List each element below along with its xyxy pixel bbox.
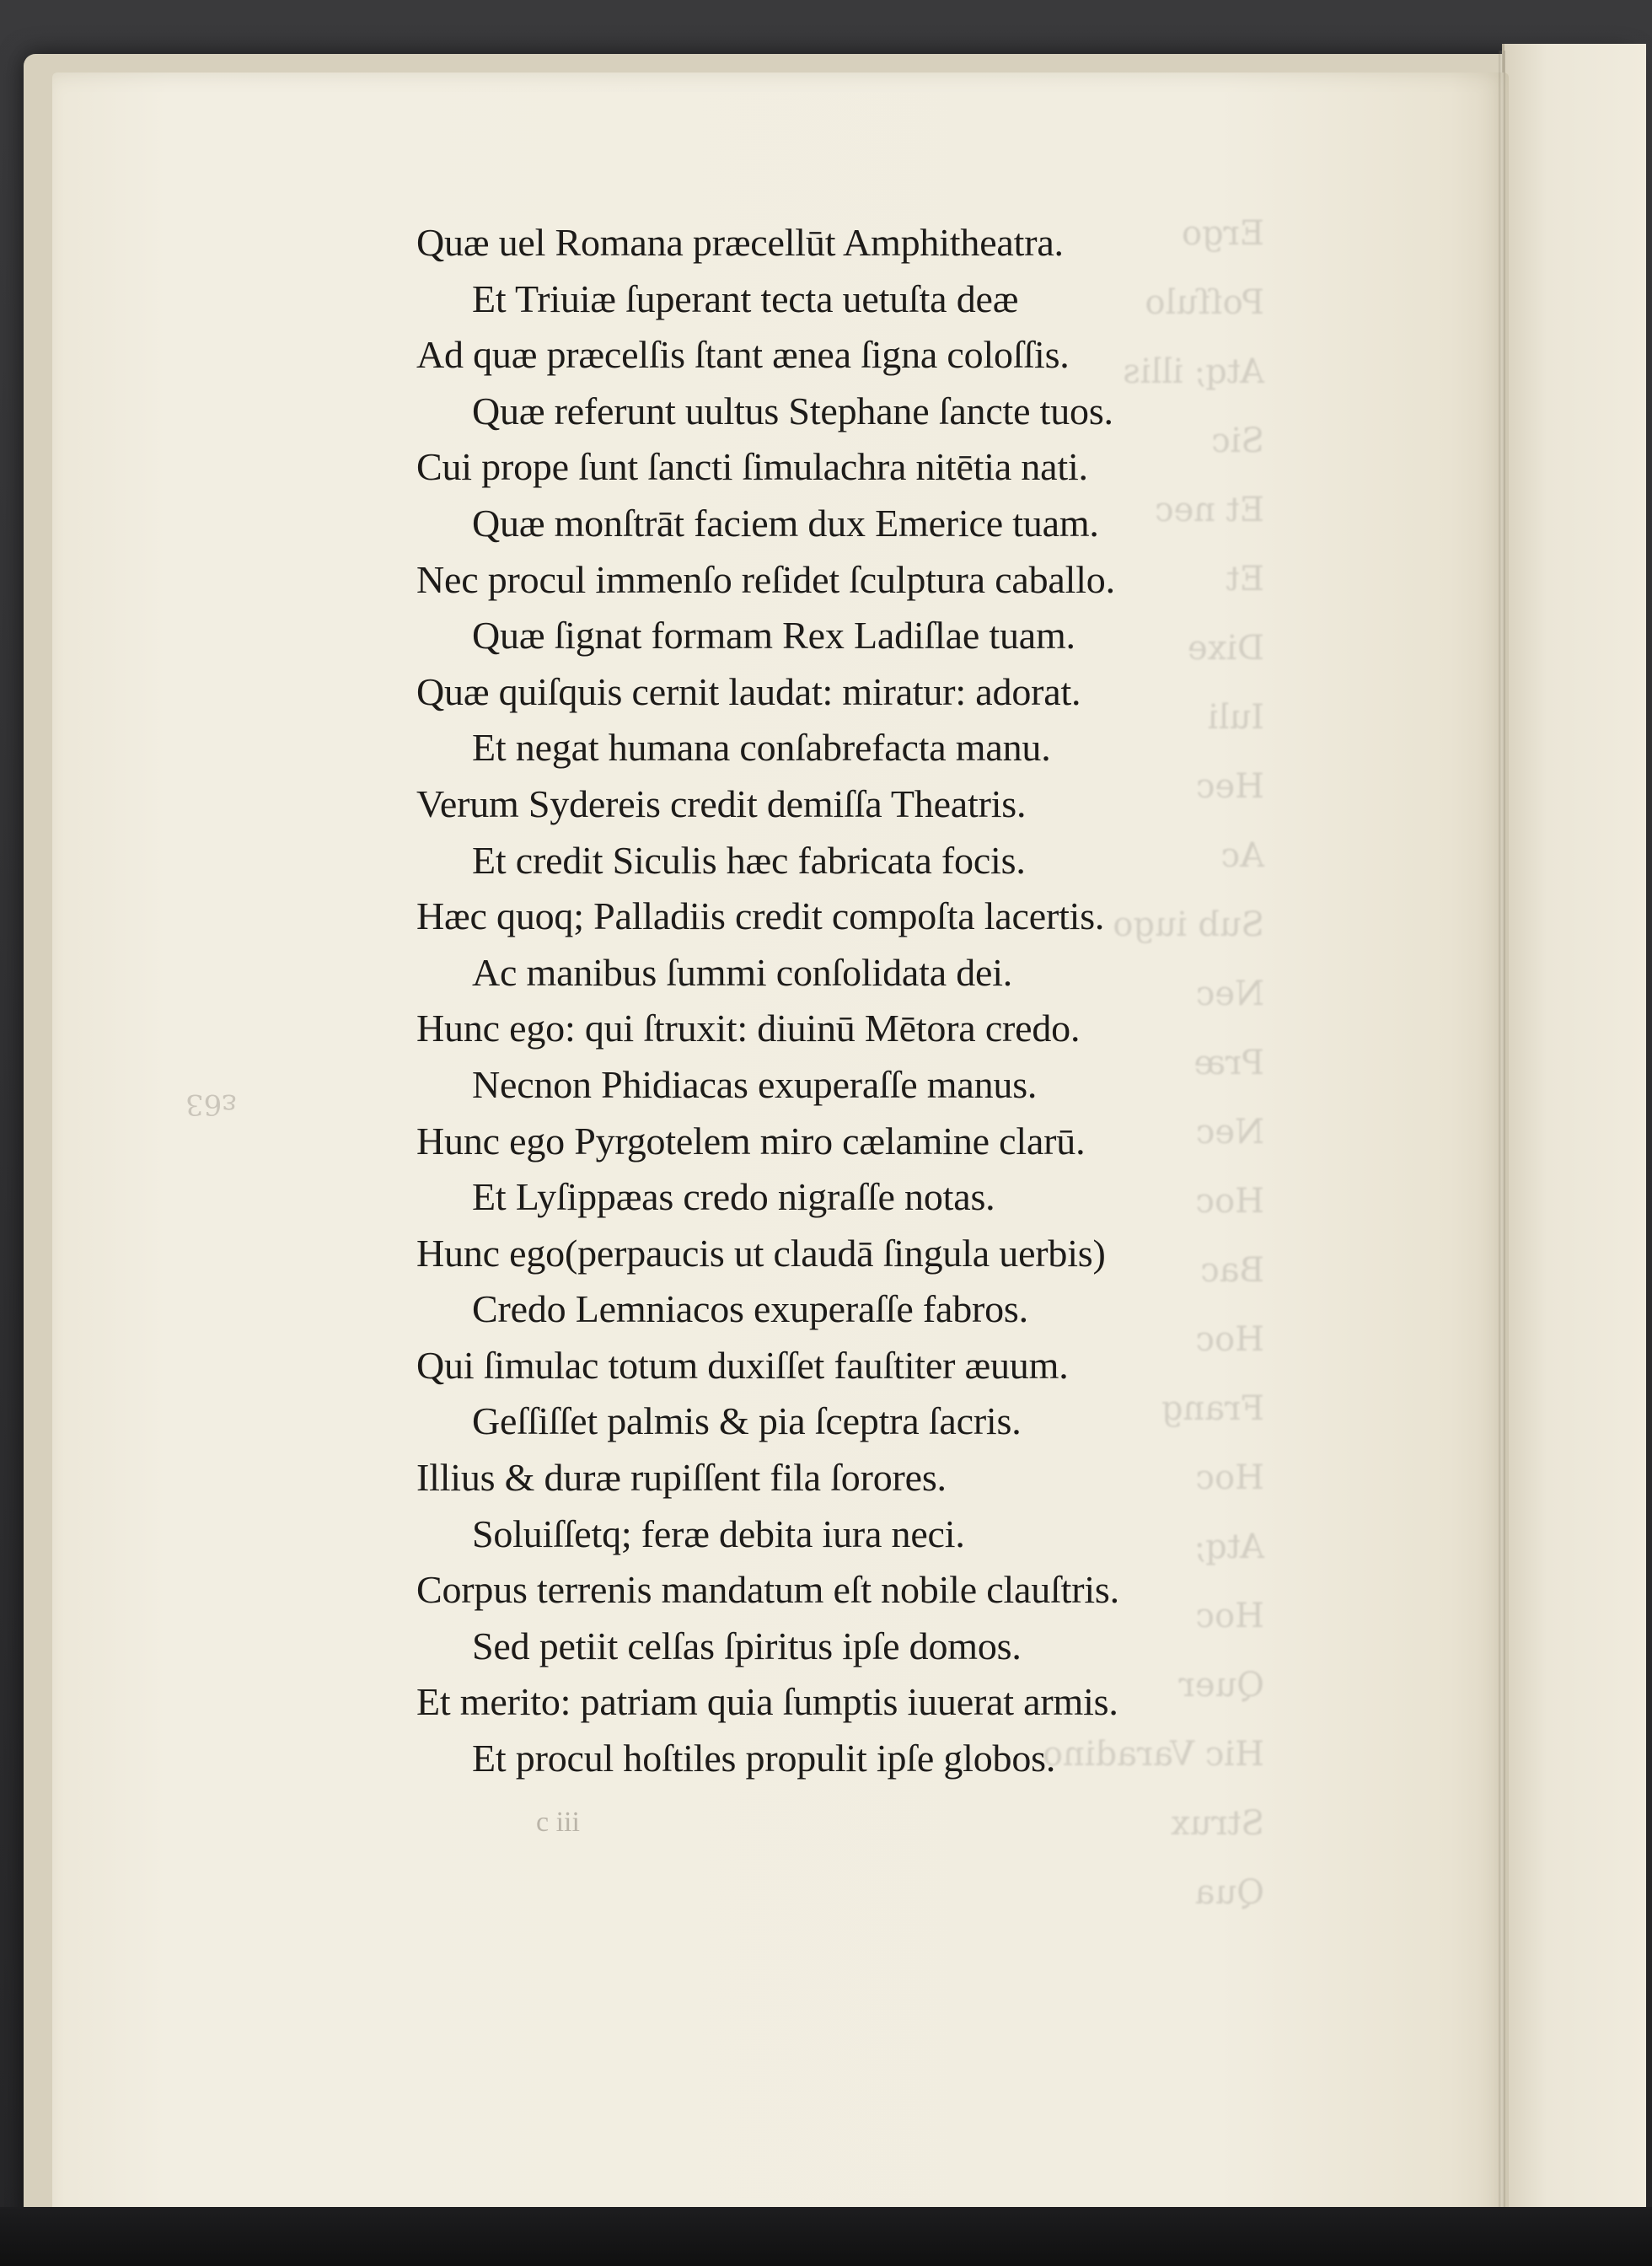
poem-line-13: Hæc quoq; Palladiis credit compoſta lacertis.	[416, 894, 1105, 938]
poem-line-14: Ac manibus ſummi conſolidata dei.	[472, 950, 1013, 994]
poem-line-7: Nec procul immenſo reſidet ſculptura caballo.	[416, 557, 1115, 601]
poem-line-20: Credo Lemniacos exuperaſſe fabros.	[472, 1287, 1028, 1331]
poem-line-4: Quæ referunt uultus Stephane ſancte tuos.	[472, 389, 1113, 432]
poem-line-28: Et procul hoſtiles propulit ipſe globos.	[472, 1737, 1056, 1780]
poem-line-16: Necnon Phidiacas exuperaſſe manus.	[472, 1062, 1038, 1106]
poem-line-23: Illius & duræ rupiſſent fila ſorores.	[416, 1456, 947, 1500]
faded-folio-mark: ε63	[185, 1087, 237, 1121]
poem-line-8: Quæ ſignat formam Rex Ladiſlae tuam.	[472, 614, 1075, 658]
poem-line-3: Ad quæ præcelſis ſtant ænea ſigna coloſſis.	[416, 333, 1070, 377]
poem-line-25: Corpus terrenis mandatum eſt nobile clauſtris.	[416, 1568, 1119, 1612]
poem-text-block	[416, 215, 1242, 1787]
poem-line-1: Quæ uel Romana præcellūt Amphitheatra.	[416, 221, 1064, 264]
poem-line-6: Quæ monſtrāt faciem dux Emerice tuam.	[472, 501, 1099, 545]
poem-line-9: Quæ quiſquis cernit laudat: miratur: adorat.	[416, 669, 1081, 713]
signature-mark-showthrough: c iii	[536, 1807, 580, 1838]
poem-line-22: Geſſiſſet palmis & pia ſceptra ſacris.	[472, 1399, 1022, 1443]
poem-line-27: Et merito: patriam quia ſumptis iuuerat armis.	[416, 1680, 1118, 1724]
poem-line-21: Qui ſimulac totum duxiſſet fauſtiter æuum.	[416, 1343, 1069, 1387]
poem-line-18: Et Lyſippæas credo nigraſſe notas.	[472, 1175, 995, 1219]
poem-line-19: Hunc ego(perpaucis ut claudā ſingula uerbis)	[416, 1231, 1106, 1275]
facing-page-edge	[1502, 44, 1646, 2244]
poem-line-24: Soluiſſetq; feræ debita iura neci.	[472, 1512, 965, 1555]
show-through-text: Ergo Poſſulo Atq; illis Sic Et nec Et Dixe Iuli Hec Ac Sub iugo Nec Præ Nec Hoc Bac Hoc Frang Hoc Atq; Hoc Quer Hic Varadino Strux Qua	[1042, 214, 1264, 1912]
poem-line-10: Et negat humana conſabrefacta manu.	[472, 726, 1051, 770]
poem-line-15: Hunc ego: qui ſtruxit: diuinū Mētora credo.	[416, 1007, 1081, 1050]
poem-line-11: Verum Sydereis credit demiſſa Theatris.	[416, 781, 1027, 825]
poem-line-5: Cui prope ſunt ſancti ſimulachra nitētia nati.	[416, 445, 1088, 489]
poem-line-2: Et Triuiæ ſuperant tecta uetuſta deæ	[472, 277, 1019, 320]
poem-line-12: Et credit Siculis hæc fabricata focis.	[472, 838, 1026, 882]
poem-line-26: Sed petiit celſas ſpiritus ipſe domos.	[472, 1624, 1022, 1667]
poem-line-17: Hunc ego Pyrgotelem miro cælamine clarū.	[416, 1119, 1086, 1163]
scanner-background-strip	[0, 2207, 1652, 2266]
page-gutter	[1499, 51, 1505, 2242]
